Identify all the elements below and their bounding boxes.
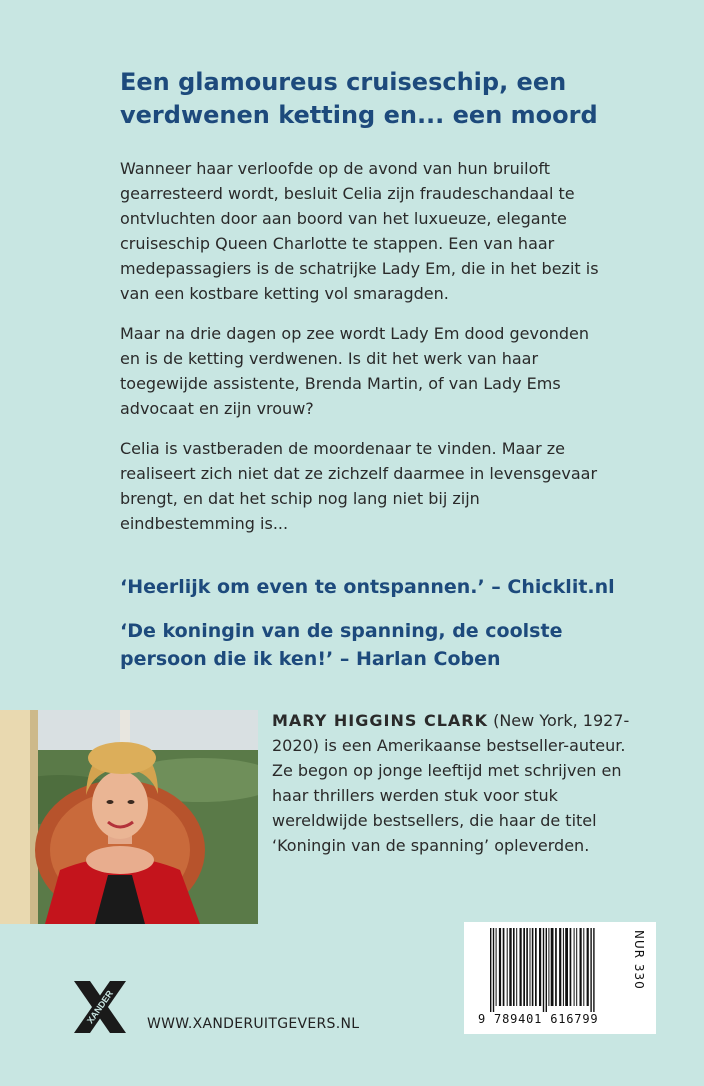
barcode-bar bbox=[587, 928, 589, 1006]
barcode-bar bbox=[548, 928, 549, 1006]
review-quote-chicklit: ‘Heerlijk om even te ontspannen.’ – Chicklit.nl bbox=[120, 576, 615, 598]
blurb-paragraph-2: Maar na drie dagen op zee wordt Lady Em dood gevonden en is de ketting verdwenen. Is dit het werk van haar toegewijde assistente, Brenda Martin, of van Lady Ems advocaat en zijn vrouw? bbox=[120, 324, 590, 418]
review-quote-harlan-coben: ‘De koningin van de spanning, de coolste persoon die ik ken!’ – Harlan Coben bbox=[120, 620, 563, 670]
headline bbox=[120, 66, 640, 132]
barcode-bar bbox=[493, 928, 494, 1012]
barcode-bars bbox=[488, 928, 630, 1012]
barcode-bar bbox=[516, 928, 517, 1006]
barcode-bar bbox=[563, 928, 564, 1006]
author-bio bbox=[272, 708, 632, 858]
barcode-bar bbox=[499, 928, 501, 1006]
barcode-bar bbox=[496, 928, 497, 1006]
barcode-bar bbox=[507, 928, 508, 1006]
barcode-bar bbox=[509, 928, 511, 1006]
author-photo bbox=[0, 710, 258, 924]
barcode-bar bbox=[546, 928, 547, 1012]
barcode-bar bbox=[590, 928, 591, 1012]
barcode-bar bbox=[490, 928, 491, 1012]
barcode-bar bbox=[530, 928, 531, 1006]
headline-line-1: Een glamoureus cruiseschip, een bbox=[120, 68, 567, 96]
svg-text:XANDER: XANDER bbox=[85, 988, 115, 1026]
barcode-bar bbox=[565, 928, 568, 1006]
barcode-bar bbox=[593, 928, 594, 1012]
barcode-bar bbox=[532, 928, 534, 1006]
barcode-bar bbox=[551, 928, 554, 1006]
barcode-bar bbox=[570, 928, 572, 1006]
publisher-website: WWW.XANDERUITGEVERS.NL bbox=[147, 1016, 360, 1032]
barcode-bar bbox=[555, 928, 557, 1006]
headline-line-2: verdwenen ketting en... een moord bbox=[120, 101, 598, 129]
nur-code: NUR 330 bbox=[632, 930, 646, 990]
author-bio-text: (New York, 1927-2020) is een Amerikaanse bestseller-auteur. Ze begon op jonge leeftijd met schrijven en haar thrillers werden stuk voor stuk wereldwijde bestsellers, die haar de titel ‘Koningin van de spanning’ opleverden. bbox=[272, 711, 630, 855]
barcode-bar bbox=[513, 928, 515, 1006]
author-name: MARY HIGGINS CLARK bbox=[272, 711, 488, 730]
barcode-bar bbox=[580, 928, 582, 1006]
isbn-barcode bbox=[464, 922, 656, 1034]
barcode-bar bbox=[523, 928, 525, 1006]
barcode-bar bbox=[543, 928, 544, 1012]
barcode-bar bbox=[583, 928, 584, 1006]
blurb bbox=[120, 156, 610, 551]
barcode-bar bbox=[526, 928, 528, 1006]
isbn-number: 9 789401 616799 bbox=[478, 1012, 599, 1026]
barcode-bar bbox=[539, 928, 541, 1006]
barcode-bar bbox=[535, 928, 537, 1006]
xander-logo bbox=[72, 979, 128, 1039]
barcode-bar bbox=[559, 928, 561, 1006]
barcode-bar bbox=[576, 928, 577, 1006]
blurb-paragraph-3: Celia is vastberaden de moordenaar te vinden. Maar ze realiseert zich niet dat ze zichzelf daarmee in levensgevaar brengt, en dat het schip nog lang niet bij zijn eindbestemming is... bbox=[120, 439, 598, 533]
barcode-bar bbox=[503, 928, 505, 1006]
blurb-paragraph-1: Wanneer haar verloofde op de avond van hun bruiloft gearresteerd wordt, besluit Celia zijn fraudeschandaal te ontvluchten door aan boord van het luxueuze, elegante cruiseschip Queen Charlotte te stappen. Een van haar medepassagiers is de schatrijke Lady Em, die in het bezit is van een kostbare ketting vol smaragden. bbox=[120, 159, 599, 303]
barcode-bar bbox=[520, 928, 522, 1006]
barcode-bar bbox=[574, 928, 575, 1006]
